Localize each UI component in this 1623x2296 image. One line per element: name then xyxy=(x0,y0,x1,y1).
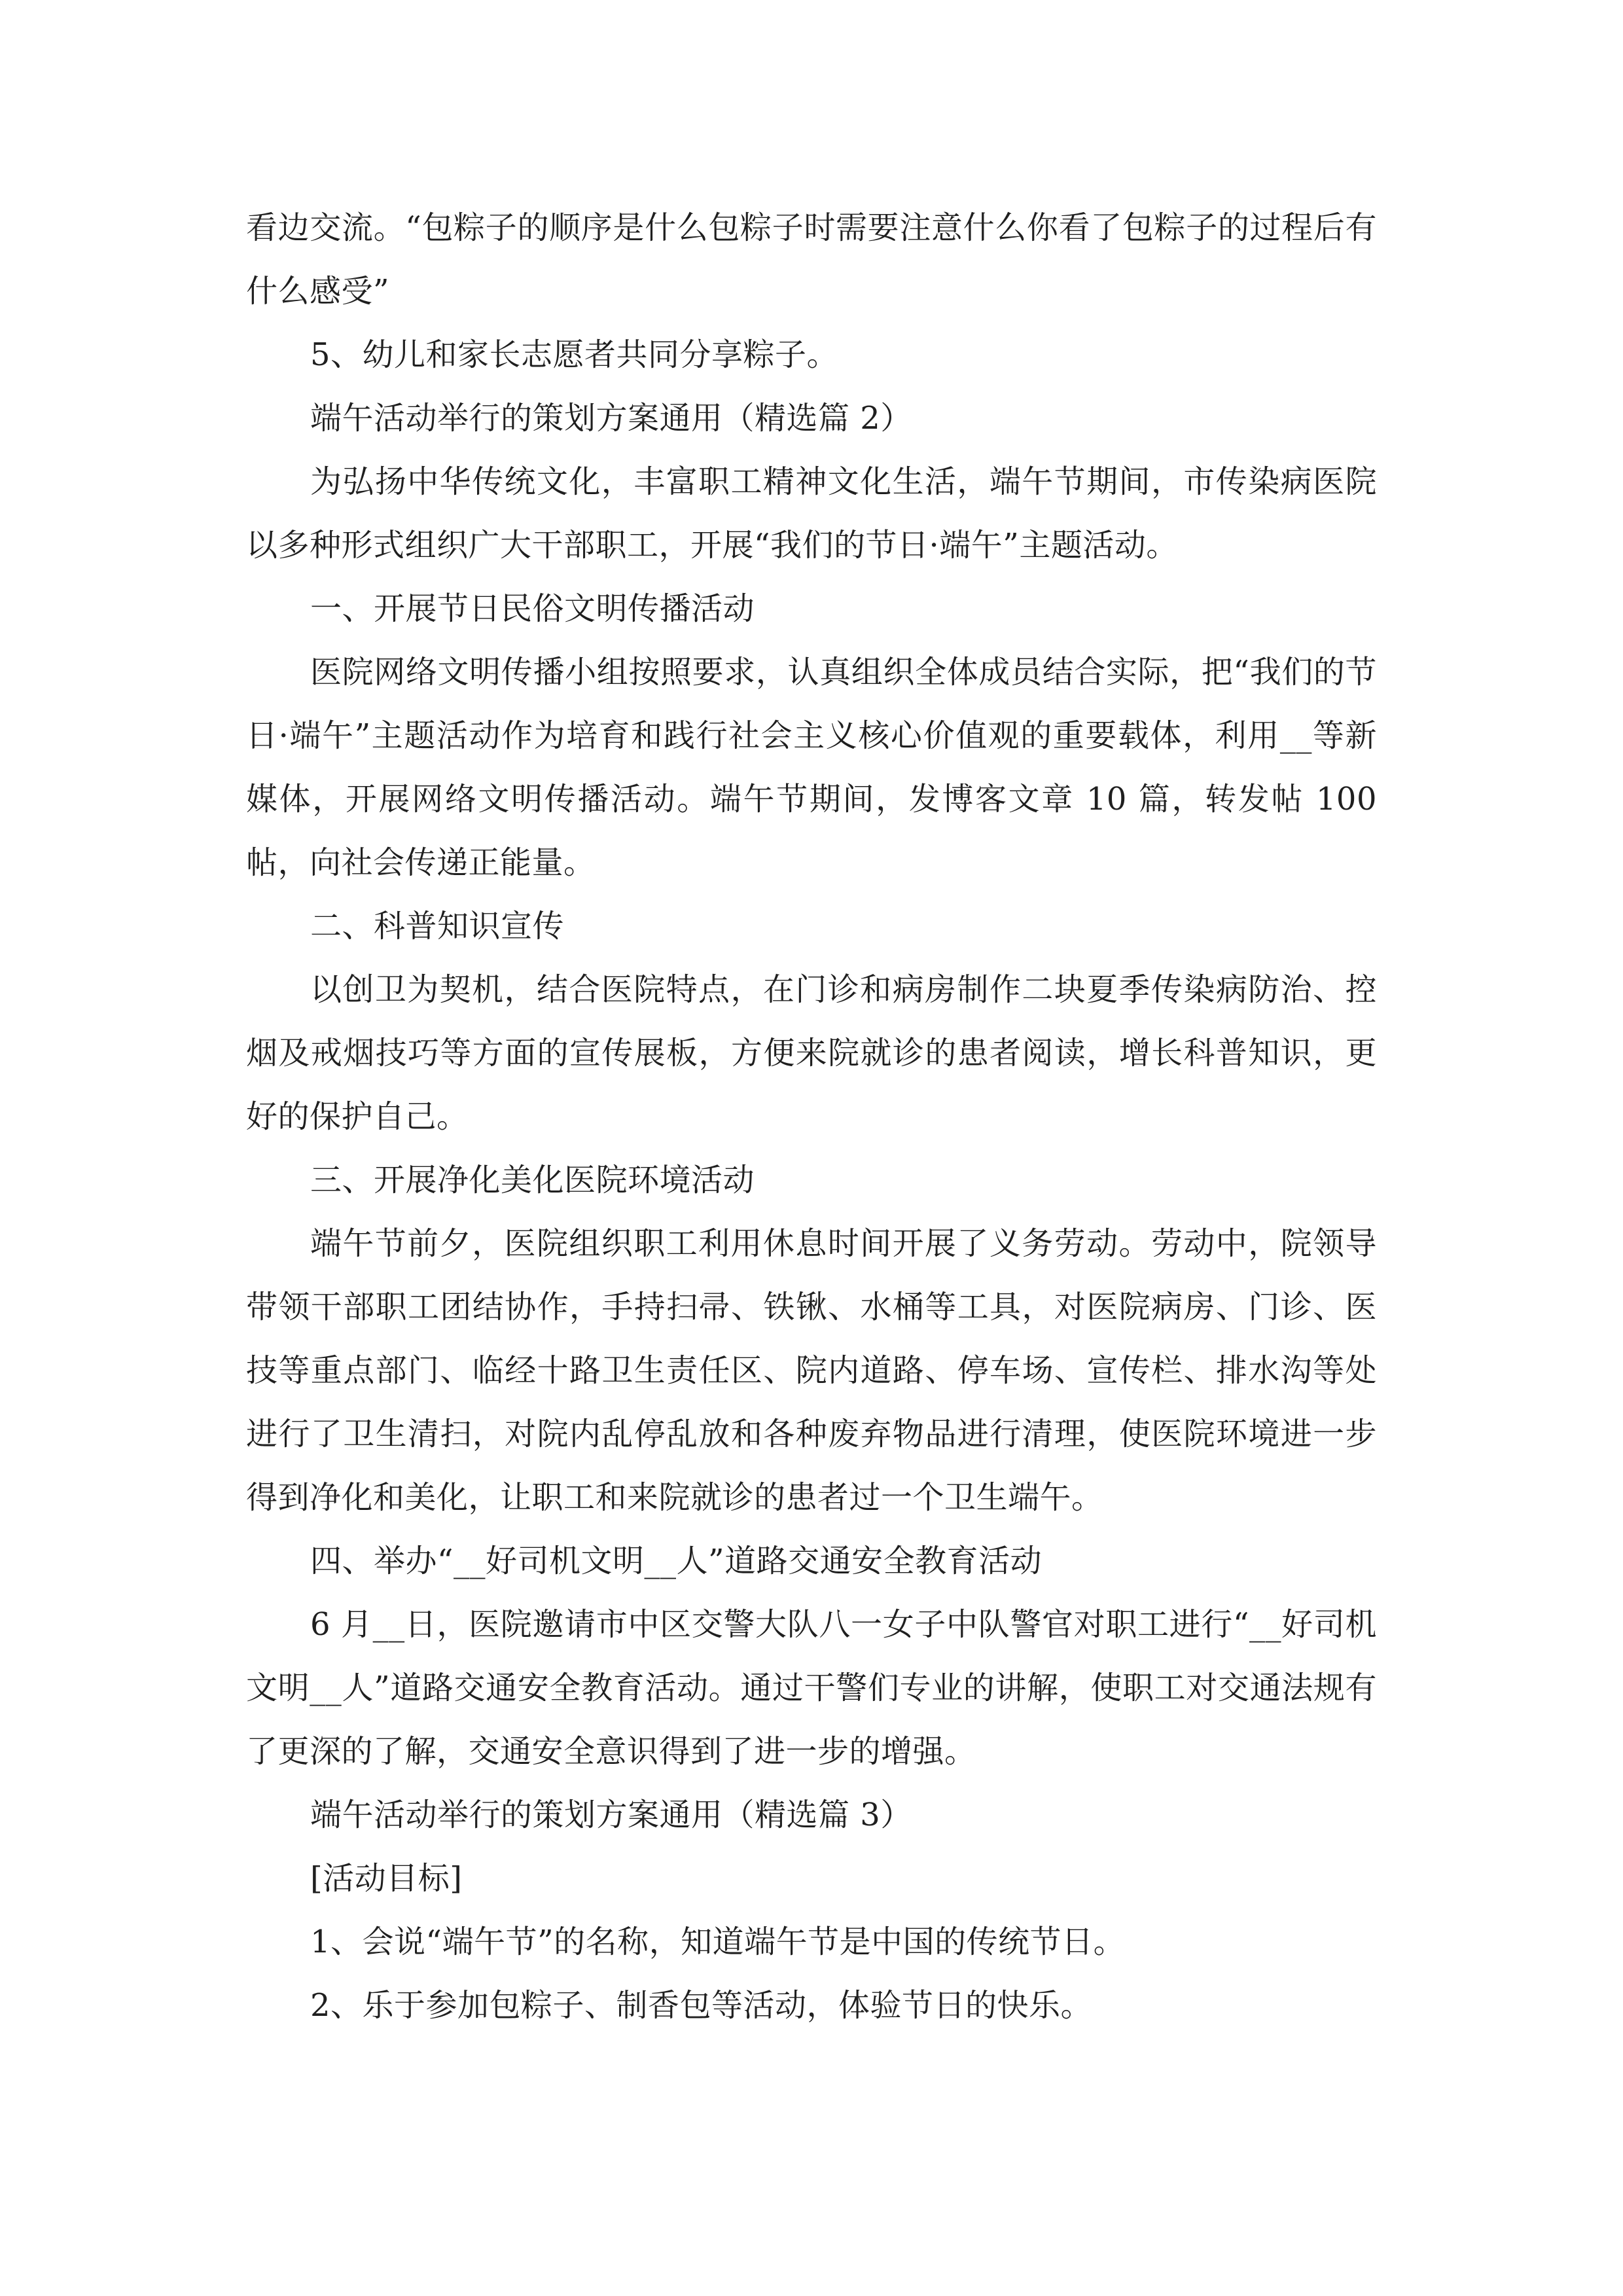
document-body xyxy=(246,196,1377,2037)
section-heading: 二、科普知识宣传 xyxy=(310,908,565,944)
list-item: 1、会说“端午节”的名称，知道端午节是中国的传统节日。 xyxy=(310,1924,1126,1960)
section-title: 端午活动举行的策划方案通用（精选篇 3） xyxy=(310,1797,912,1833)
paragraph: 6 月__日，医院邀请市中区交警大队八一女子中队警官对职工进行“__好司机文明__人”道路交通安全教育活动。通过干警们专业的讲解，使职工对交通法规有了更深的了解，交通安全意识得到了进一步的增强。 xyxy=(246,1606,1377,1770)
list-item: 2、乐于参加包粽子、制香包等活动，体验节日的快乐。 xyxy=(310,1987,1093,2024)
paragraph: 端午节前夕，医院组织职工利用休息时间开展了义务劳动。劳动中，院领导带领干部职工团结协作，手持扫帚、铁锹、水桶等工具，对医院病房、门诊、医技等重点部门、临经十路卫生责任区、院内道路、停车场、宣传栏、排水沟等处进行了卫生清扫，对院内乱停乱放和各种废弃物品进行清理，使医院环境进一步得到净化和美化，让职工和来院就诊的患者过一个卫生端午。 xyxy=(246,1225,1377,1516)
section-title: 端午活动举行的策划方案通用（精选篇 2） xyxy=(310,400,912,437)
paragraph: 医院网络文明传播小组按照要求，认真组织全体成员结合实际，把“我们的节日·端午”主题活动作为培育和践行社会主义核心价值观的重要载体，利用__等新媒体，开展网络文明传播活动。端午节期间，发博客文章 10 篇，转发帖 100 帖，向社会传递正能量。 xyxy=(246,654,1377,881)
paragraph: 5、幼儿和家长志愿者共同分享粽子。 xyxy=(310,336,839,373)
paragraph-continuation: 看边交流。“包粽子的顺序是什么包粽子时需要注意什么你看了包粽子的过程后有什么感受” xyxy=(246,209,1377,310)
paragraph: 为弘扬中华传统文化，丰富职工精神文化生活，端午节期间，市传染病医院以多种形式组织广大干部职工，开展“我们的节日·端午”主题活动。 xyxy=(246,463,1377,564)
paragraph: 以创卫为契机，结合医院特点，在门诊和病房制作二块夏季传染病防治、控烟及戒烟技巧等方面的宣传展板，方便来院就诊的患者阅读，增长科普知识，更好的保护自己。 xyxy=(246,971,1377,1135)
section-heading: 一、开展节日民俗文明传播活动 xyxy=(310,590,755,627)
section-heading: 三、开展净化美化医院环境活动 xyxy=(310,1162,755,1198)
section-heading: 四、举办“__好司机文明__人”道路交通安全教育活动 xyxy=(310,1543,1043,1579)
subsection-label: [活动目标] xyxy=(310,1860,463,1897)
